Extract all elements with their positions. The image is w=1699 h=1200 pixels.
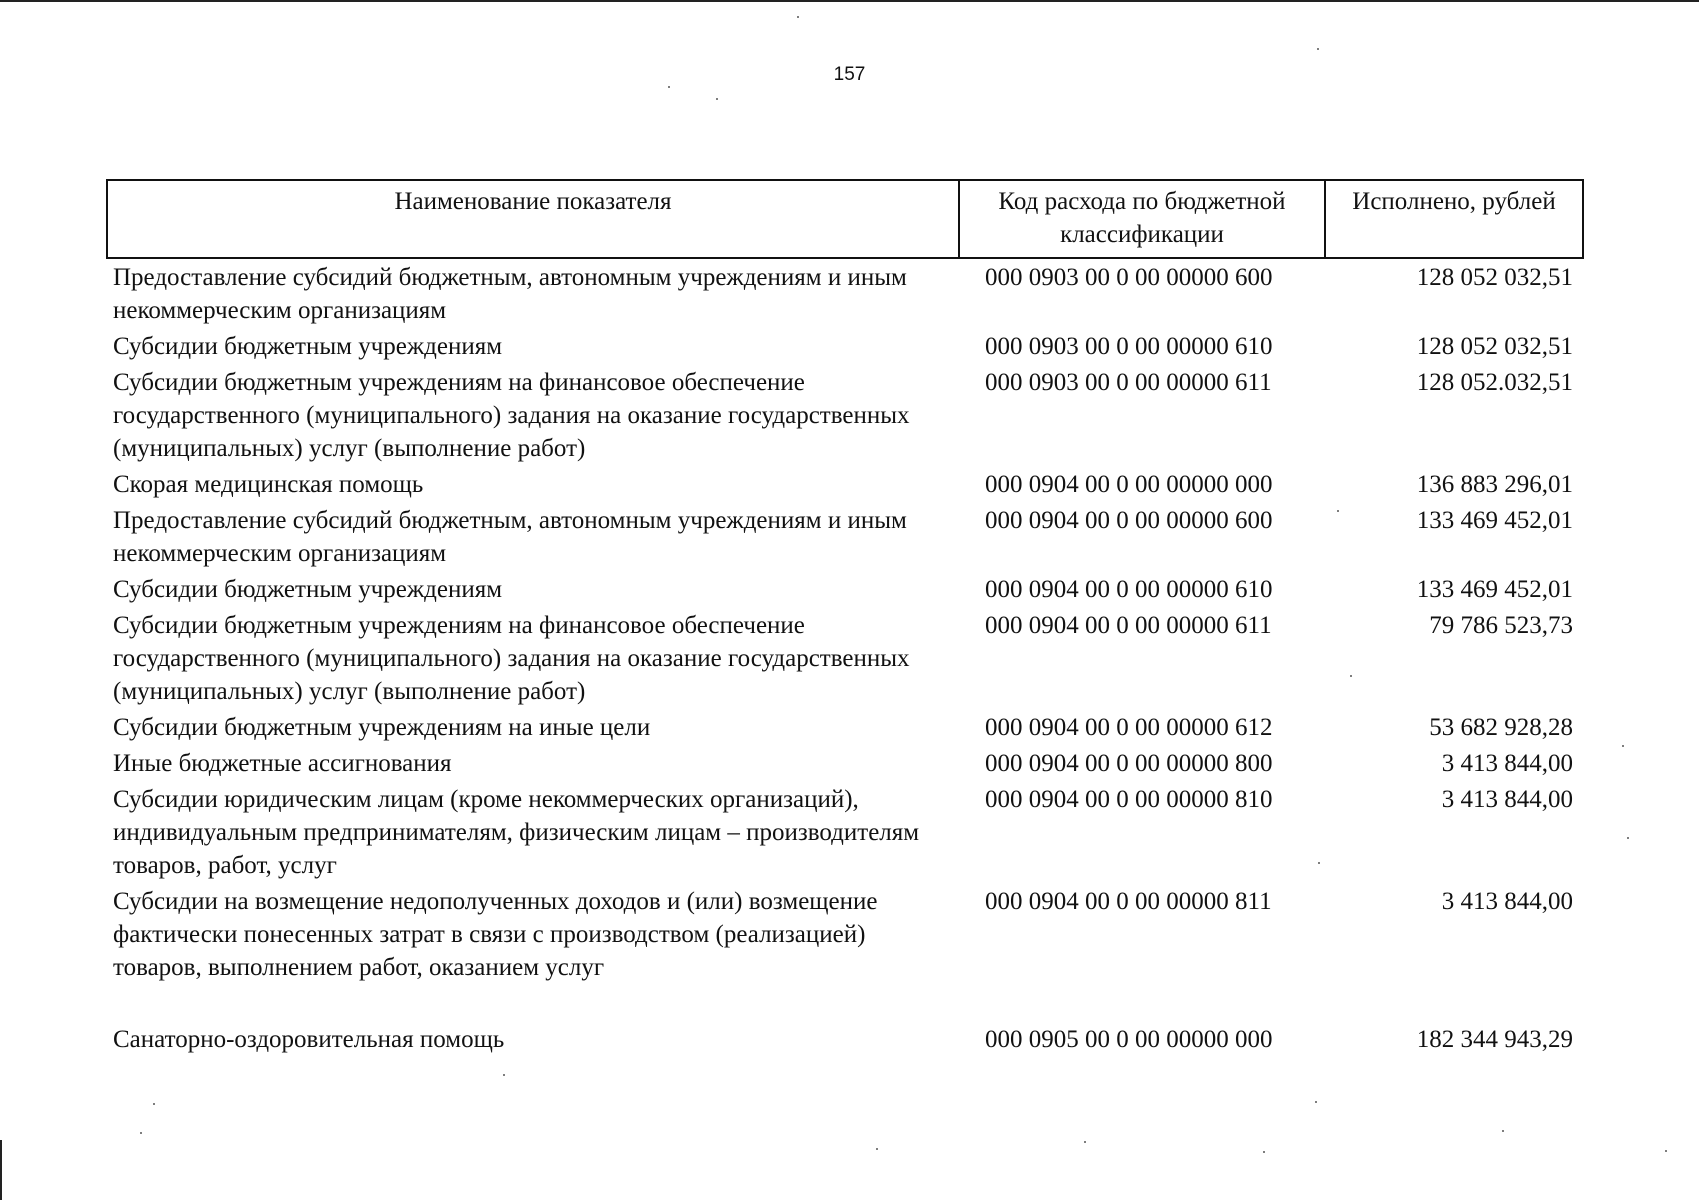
row-name: Субсидии бюджетным учреждениям на финансовое обеспечение государственного (муниципального) задания на оказание государственных (муниципальных) услуг (выполнение работ) [113,369,910,462]
header-indicator-name: Наименование показателя [107,180,959,258]
row-name: Предоставление субсидий бюджетным, автономным учреждениям и иным некоммерческим организациям [113,264,907,324]
row-code: 000 0903 00 0 00 00000 611 [985,369,1272,396]
table-row [107,258,1583,328]
table-row [107,502,1583,571]
table-row [107,607,1583,709]
table-row [107,985,1583,1057]
row-name: Санаторно-оздоровительная помощь [113,1026,505,1053]
row-amount: 3 413 844,00 [1441,750,1573,777]
table-row [107,466,1583,502]
row-code: 000 0904 00 0 00 00000 600 [985,507,1273,534]
scan-speck [140,1132,142,1134]
table-row [107,571,1583,607]
row-code: 000 0904 00 0 00 00000 612 [985,714,1273,741]
row-code: 000 0903 00 0 00 00000 610 [985,333,1273,360]
scan-speck [1318,862,1320,864]
row-amount: 128 052 032,51 [1416,264,1573,291]
row-code: 000 0904 00 0 00 00000 810 [985,786,1273,813]
page-edge-top [0,0,1699,2]
row-code: 000 0904 00 0 00 00000 800 [985,750,1273,777]
scan-speck [1263,1151,1265,1153]
header-row [107,180,1583,258]
budget-execution-table [106,179,1584,1057]
header-expense-code: Код расхода по бюджетной классификации [959,180,1325,258]
row-name: Скорая медицинская помощь [113,471,424,498]
row-code: 000 0904 00 0 00 00000 811 [985,888,1272,915]
scan-speck [716,98,718,100]
scan-speck [503,1074,505,1076]
scan-speck [1502,1130,1504,1132]
row-code: 000 0904 00 0 00 00000 000 [985,471,1273,498]
scan-speck [1315,1101,1317,1103]
table-row [107,883,1583,985]
row-amount: 136 883 296,01 [1416,471,1573,498]
row-amount: 133 469 452,01 [1416,507,1573,534]
row-code: 000 0903 00 0 00 00000 600 [985,264,1273,291]
scan-speck [876,1148,878,1150]
table-row [107,328,1583,364]
page-number: 157 [833,64,866,85]
page-edge-left [0,1140,2,1200]
scan-speck [1337,510,1339,512]
row-amount: 128 052.032,51 [1416,369,1573,396]
row-name: Субсидии бюджетным учреждениям [113,333,503,360]
row-code: 000 0904 00 0 00 00000 610 [985,576,1273,603]
row-amount: 3 413 844,00 [1441,888,1573,915]
row-name: Субсидии бюджетным учреждениям [113,576,503,603]
row-name: Субсидии бюджетным учреждениям на финансовое обеспечение государственного (муниципального) задания на оказание государственных (муниципальных) услуг (выполнение работ) [113,612,910,705]
row-amount: 182 344 943,29 [1416,1026,1573,1053]
scan-speck [668,86,670,88]
row-amount: 133 469 452,01 [1416,576,1573,603]
scan-speck [1627,837,1629,839]
row-name: Иные бюджетные ассигнования [113,750,452,777]
row-amount: 128 052 032,51 [1416,333,1573,360]
header-executed-amount: Исполнено, рублей [1325,180,1583,258]
table-row [107,709,1583,745]
table-row [107,781,1583,883]
scan-speck [1622,745,1624,747]
scan-speck [153,1103,155,1105]
scan-speck [797,16,799,18]
table-row [107,745,1583,781]
row-name: Субсидии бюджетным учреждениям на иные цели [113,714,651,741]
scan-speck [1084,1141,1086,1143]
table-header [107,180,1583,258]
row-name: Предоставление субсидий бюджетным, автономным учреждениям и иным некоммерческим организациям [113,507,907,567]
table-body [107,258,1583,1057]
scan-speck [1317,48,1319,50]
row-amount: 53 682 928,28 [1429,714,1573,741]
table-row [107,364,1583,466]
row-code: 000 0905 00 0 00 00000 000 [985,1026,1273,1053]
scan-speck [1350,675,1352,677]
row-code: 000 0904 00 0 00 00000 611 [985,612,1272,639]
row-name: Субсидии на возмещение недополученных доходов и (или) возмещение фактически понесенных затрат в связи с производством (реализацией) товаров, выполнением работ, оказанием услуг [113,888,878,981]
row-amount: 3 413 844,00 [1441,786,1573,813]
scan-speck [1665,1150,1667,1152]
row-amount: 79 786 523,73 [1429,612,1573,639]
row-name: Субсидии юридическим лицам (кроме некоммерческих организаций), индивидуальным предпринимателям, физическим лицам – производителям товаров, работ, услуг [113,786,920,879]
